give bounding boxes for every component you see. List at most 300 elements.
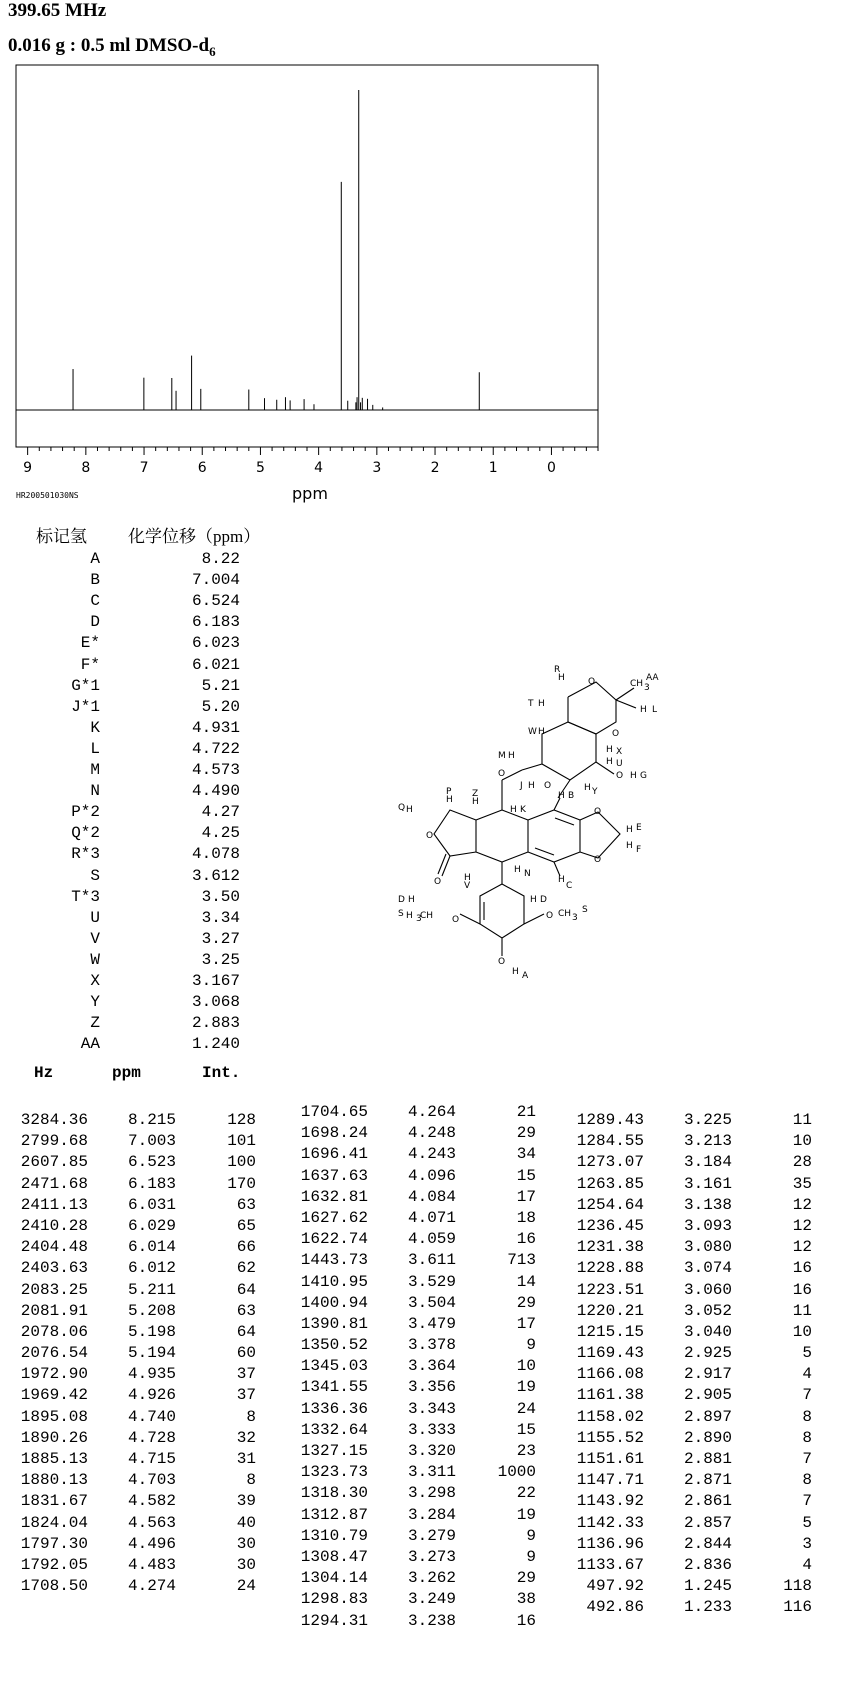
atom-h3-s1: H: [406, 911, 413, 921]
peak-row: [568, 1111, 816, 1132]
atom-o-g: O: [616, 771, 624, 781]
peak-row: [292, 1188, 540, 1209]
peak-int: 62: [236, 1259, 256, 1278]
peak-ppm: 4.059: [407, 1230, 456, 1249]
sub3-aa: 3: [644, 683, 650, 693]
peak-hz: 1161.38: [576, 1386, 644, 1405]
peak-row: [292, 1167, 540, 1188]
assignment-shift: 5.20: [201, 697, 240, 716]
peak-ppm: 3.364: [407, 1357, 456, 1376]
peak-ppm: 6.523: [127, 1153, 176, 1172]
peak-row: [12, 1577, 260, 1598]
label-x: X: [616, 747, 623, 757]
peak-ppm: 3.333: [407, 1420, 456, 1439]
label-p: P: [446, 787, 452, 797]
peak-hz: 1136.96: [576, 1534, 644, 1553]
x-tick-label: 6: [197, 460, 207, 476]
peak-int: 7: [802, 1450, 812, 1468]
peak-row: [292, 1103, 540, 1124]
peak-int: 8: [802, 1428, 812, 1447]
peak-int: 12: [792, 1216, 812, 1235]
peak-hz: 1273.07: [576, 1153, 644, 1172]
sample-subscript: 6: [209, 43, 216, 59]
peak-int: 4: [802, 1365, 812, 1384]
peak-row: [292, 1463, 540, 1484]
peak-hz: 1308.47: [300, 1547, 368, 1566]
assignment-label: X: [90, 972, 100, 990]
peak-row: [292, 1484, 540, 1505]
peak-ppm: 3.040: [683, 1322, 732, 1341]
peak-ppm: 3.311: [407, 1463, 456, 1482]
peak-ppm: 2.925: [683, 1344, 732, 1363]
atom-h-j: H: [528, 781, 535, 791]
peak-hz: 1228.88: [576, 1259, 644, 1278]
peak-int: 8: [802, 1471, 812, 1490]
assignment-label: C: [90, 592, 100, 611]
peak-hz: 1231.38: [576, 1238, 644, 1257]
peak-hz: 1350.52: [300, 1336, 368, 1355]
peak-ppm: 4.071: [407, 1208, 456, 1227]
peak-list-column-3: [568, 1111, 816, 1620]
atom-c-s1: CH: [420, 911, 434, 921]
label-z: Z: [472, 789, 479, 799]
assignment-label: B: [90, 571, 100, 590]
peak-ppm: 4.483: [127, 1555, 176, 1574]
atom-h-d2: H: [530, 895, 537, 905]
assignment-label: L: [90, 739, 100, 758]
peak-hz: 1637.63: [300, 1166, 368, 1185]
peak-row: [12, 1492, 260, 1513]
label-s1: S: [398, 909, 404, 919]
label-w: W: [528, 727, 537, 737]
peak-int: 19: [516, 1378, 536, 1397]
assignment-row: [30, 592, 240, 613]
peak-ppm: 3.060: [683, 1280, 732, 1299]
peak-row: [292, 1251, 540, 1272]
peak-int: 17: [516, 1187, 536, 1206]
assignment-row: [30, 993, 240, 1014]
label-q: Q: [398, 803, 406, 813]
peak-ppm: 4.926: [127, 1386, 176, 1405]
peak-int: 11: [792, 1111, 812, 1129]
label-k: K: [520, 805, 526, 815]
assignment-row: [30, 740, 240, 761]
x-tick-label: 3: [372, 460, 382, 476]
assignment-row: [30, 867, 240, 888]
assignment-label: P*2: [71, 803, 100, 822]
assignment-shift: 4.722: [191, 739, 240, 758]
peak-row: [568, 1386, 816, 1407]
peak-hz: 1831.67: [20, 1492, 88, 1511]
x-tick-label: 2: [430, 460, 440, 476]
peak-row: [12, 1471, 260, 1492]
peak-row: [568, 1259, 816, 1280]
atom-h-m: H: [508, 751, 515, 761]
label-j: J: [520, 781, 523, 791]
peak-hz: 1284.55: [576, 1132, 644, 1151]
peak-ppm: 3.138: [683, 1195, 732, 1214]
peak-row: [12, 1344, 260, 1365]
assignment-label: F*: [80, 655, 100, 674]
peak-ppm: 4.703: [127, 1471, 176, 1490]
peak-ppm: 5.198: [127, 1322, 176, 1341]
peak-ppm: 2.836: [683, 1555, 732, 1574]
peak-hz: 1223.51: [576, 1280, 644, 1299]
peak-ppm: 4.715: [127, 1450, 176, 1468]
peak-hz: 1345.03: [300, 1357, 368, 1376]
peak-hz: 1318.30: [300, 1484, 368, 1503]
peak-hz: 3284.36: [20, 1111, 88, 1129]
atom-h-b: H: [558, 791, 565, 801]
peak-header-int: Int.: [202, 1064, 241, 1082]
peak-int: 65: [236, 1216, 256, 1235]
peak-row: [12, 1323, 260, 1344]
peak-ppm: 3.238: [407, 1611, 456, 1630]
peak-int: 30: [236, 1555, 256, 1574]
peak-int: 713: [507, 1251, 536, 1270]
peak-row: [292, 1590, 540, 1611]
assignment-label: E*: [80, 634, 100, 653]
peak-hz: 1133.67: [576, 1555, 644, 1574]
peak-ppm: 4.563: [127, 1513, 176, 1532]
atom-h-a: H: [512, 967, 519, 977]
peak-row: [292, 1506, 540, 1527]
peak-int: 60: [236, 1344, 256, 1363]
assignment-row: [30, 613, 240, 634]
peak-ppm: 3.161: [683, 1174, 732, 1193]
assignment-row: [30, 824, 240, 845]
peak-int: 14: [516, 1272, 536, 1291]
assignment-header-label: 标记氢: [36, 527, 87, 546]
peak-ppm: 3.249: [407, 1590, 456, 1609]
structure-bonds: [434, 682, 636, 956]
label-r: R: [554, 665, 561, 675]
peak-ppm: 4.243: [407, 1145, 456, 1164]
peak-int: 16: [792, 1280, 812, 1299]
peak-int: 170: [227, 1174, 256, 1193]
peak-row: [12, 1175, 260, 1196]
peak-hz: 2404.48: [20, 1238, 88, 1257]
peak-int: 118: [783, 1577, 812, 1596]
peak-ppm: 2.871: [683, 1471, 732, 1490]
assignment-row: [30, 1014, 240, 1035]
atom-o-ome2: O: [546, 911, 554, 921]
peak-row: [292, 1569, 540, 1590]
assignment-row: [30, 845, 240, 866]
peak-hz: 1895.08: [20, 1407, 88, 1426]
peak-row: [12, 1302, 260, 1323]
atom-h-y: H: [584, 783, 591, 793]
peak-row: [568, 1175, 816, 1196]
peak-series: [73, 90, 479, 410]
peak-row: [12, 1556, 260, 1577]
peak-ppm: 1.233: [683, 1598, 732, 1617]
peak-hz: 1151.61: [576, 1450, 644, 1468]
peak-ppm: 4.728: [127, 1428, 176, 1447]
peak-ppm: 3.074: [683, 1259, 732, 1278]
sample-description: [8, 35, 216, 60]
assignment-shift: 3.167: [191, 972, 240, 990]
atom-h-e: H: [626, 825, 633, 835]
peak-int: 39: [236, 1492, 256, 1511]
peak-hz: 1797.30: [20, 1534, 88, 1553]
label-c: C: [566, 881, 573, 891]
peak-row: [292, 1294, 540, 1315]
peak-ppm: 3.262: [407, 1569, 456, 1588]
peak-row: [12, 1514, 260, 1535]
peak-int: 37: [236, 1386, 256, 1405]
assignment-shift: 7.004: [191, 571, 240, 590]
atom-o-j: O: [544, 781, 552, 791]
atom-o-md2: O: [594, 855, 602, 865]
peak-ppm: 7.003: [127, 1132, 176, 1151]
assignment-shift: 8.22: [201, 550, 240, 568]
peak-ppm: 4.740: [127, 1407, 176, 1426]
molecular-structure: [398, 622, 678, 1002]
peak-int: 29: [516, 1569, 536, 1588]
assignment-label: Y: [90, 993, 100, 1012]
atom-h-c: H: [558, 875, 565, 885]
assignment-row: [30, 930, 240, 951]
assignment-shift: 6.524: [191, 592, 240, 611]
peak-int: 101: [227, 1132, 256, 1151]
assignment-row: [30, 677, 240, 698]
peak-int: 8: [802, 1407, 812, 1426]
peak-row: [292, 1527, 540, 1548]
peak-int: 10: [516, 1357, 536, 1376]
peak-hz: 1263.85: [576, 1174, 644, 1193]
assignment-shift: 5.21: [201, 676, 240, 695]
peak-ppm: 3.378: [407, 1336, 456, 1355]
peak-hz: 1410.95: [300, 1272, 368, 1291]
peak-row: [12, 1535, 260, 1556]
assignment-label: T*3: [71, 887, 100, 906]
nmr-spectrum-chart: [0, 60, 600, 480]
peak-row: [568, 1196, 816, 1217]
assignment-row: [30, 951, 240, 972]
peak-int: 7: [802, 1492, 812, 1511]
peak-int: 22: [516, 1484, 536, 1503]
assignment-row: [30, 634, 240, 655]
assignment-shift: 4.078: [191, 845, 240, 864]
peak-hz: 1310.79: [300, 1526, 368, 1545]
assignment-shift: 3.612: [191, 866, 240, 885]
peak-row: [292, 1124, 540, 1145]
peak-hz: 1622.74: [300, 1230, 368, 1249]
assignment-row: [30, 909, 240, 930]
label-u: U: [616, 759, 623, 769]
peak-ppm: 3.298: [407, 1484, 456, 1503]
peak-ppm: 4.248: [407, 1124, 456, 1143]
peak-hz: 1792.05: [20, 1555, 88, 1574]
peak-row: [568, 1577, 816, 1598]
peak-row: [292, 1378, 540, 1399]
peak-ppm: 5.194: [127, 1344, 176, 1363]
peak-hz: 1327.15: [300, 1442, 368, 1460]
peak-row: [568, 1492, 816, 1513]
assignment-shift: 6.023: [191, 634, 240, 653]
peak-ppm: 3.284: [407, 1505, 456, 1524]
x-tick-label: 0: [546, 460, 556, 476]
peak-row: [568, 1323, 816, 1344]
peak-ppm: 8.215: [127, 1111, 176, 1129]
peak-int: 37: [236, 1365, 256, 1384]
peak-ppm: 3.529: [407, 1272, 456, 1291]
peak-hz: 1169.43: [576, 1344, 644, 1363]
assignment-shift: 4.25: [201, 824, 240, 843]
peak-ppm: 2.897: [683, 1407, 732, 1426]
assignment-row: [30, 719, 240, 740]
assignment-label: U: [90, 908, 100, 927]
peak-row: [12, 1259, 260, 1280]
peak-hz: 1215.15: [576, 1322, 644, 1341]
spectrometer-frequency: 399.65 MHz: [8, 0, 107, 21]
peak-int: 21: [516, 1103, 536, 1121]
assignment-label: D: [90, 613, 100, 632]
atom-h-n: H: [514, 865, 521, 875]
peak-ppm: 3.504: [407, 1293, 456, 1312]
label-l: L: [652, 705, 658, 715]
peak-header-hz: Hz: [34, 1064, 54, 1082]
assignment-shift: 4.573: [191, 761, 240, 779]
peak-int: 29: [516, 1293, 536, 1312]
assignment-label: Z: [90, 1014, 100, 1033]
assignment-row: [30, 782, 240, 803]
peak-ppm: 2.881: [683, 1450, 732, 1468]
peak-row: [568, 1238, 816, 1259]
peak-row: [12, 1281, 260, 1302]
atom-h-r: H: [558, 673, 565, 683]
peak-hz: 2410.28: [20, 1216, 88, 1235]
peak-row: [12, 1386, 260, 1407]
assignment-label: K: [90, 718, 100, 737]
assignment-label: Q*2: [71, 824, 100, 843]
peak-hz: 1824.04: [20, 1513, 88, 1532]
peak-hz: 2471.68: [20, 1174, 88, 1193]
atom-ch3-aa: CH: [630, 679, 644, 689]
peak-ppm: 3.080: [683, 1238, 732, 1257]
peak-int: 9: [526, 1336, 536, 1355]
atom-h-g: H: [630, 771, 637, 781]
peak-int: 38: [516, 1590, 536, 1609]
assignment-shift: 4.27: [201, 803, 240, 822]
x-tick-label: 8: [81, 460, 91, 476]
peak-ppm: 5.208: [127, 1301, 176, 1320]
label-d1: D: [398, 895, 405, 905]
peak-hz: 497.92: [586, 1577, 644, 1596]
peak-int: 5: [802, 1513, 812, 1532]
assignment-label: R*3: [71, 845, 100, 864]
peak-ppm: 2.917: [683, 1365, 732, 1384]
peak-int: 7: [802, 1386, 812, 1405]
peak-row: [568, 1598, 816, 1619]
atom-ch3-s2: CH: [558, 909, 572, 919]
peak-hz: 1704.65: [300, 1103, 368, 1121]
peak-ppm: 4.582: [127, 1492, 176, 1511]
x-axis-label: ppm: [292, 484, 328, 503]
atom-h-p: H: [446, 795, 453, 805]
peak-ppm: 4.935: [127, 1365, 176, 1384]
peak-int: 66: [236, 1238, 256, 1257]
atom-o-carbonyl: O: [434, 877, 442, 887]
sub3-s1: 3: [416, 914, 422, 924]
peak-int: 16: [516, 1611, 536, 1630]
assignment-label: W: [90, 950, 100, 969]
peak-hz: 2411.13: [20, 1195, 88, 1214]
peak-int: 40: [236, 1513, 256, 1532]
atom-h-x: H: [606, 745, 613, 755]
peak-row: [292, 1315, 540, 1336]
peak-hz: 2799.68: [20, 1132, 88, 1151]
peak-int: 31: [236, 1450, 256, 1468]
peak-hz: 2078.06: [20, 1322, 88, 1341]
peak-hz: 1390.81: [300, 1314, 368, 1333]
peak-ppm: 3.343: [407, 1399, 456, 1418]
label-aa: AA: [646, 673, 659, 683]
assignment-row: [30, 698, 240, 719]
x-tick-label: 5: [255, 460, 265, 476]
assignment-label: M: [90, 761, 100, 779]
peak-hz: 1627.62: [300, 1208, 368, 1227]
peak-ppm: 2.857: [683, 1513, 732, 1532]
peak-hz: 1696.41: [300, 1145, 368, 1164]
peak-int: 34: [516, 1145, 536, 1164]
peak-row: [568, 1556, 816, 1577]
atom-h-k: H: [510, 805, 517, 815]
peak-hz: 1254.64: [576, 1195, 644, 1214]
peak-ppm: 6.029: [127, 1216, 176, 1235]
peak-row: [292, 1612, 540, 1633]
peak-row: [568, 1535, 816, 1556]
peak-int: 30: [236, 1534, 256, 1553]
atom-h-q: H: [406, 805, 413, 815]
sample-main: 0.016 g : 0.5 ml DMSO-d: [8, 35, 210, 56]
peak-hz: 1885.13: [20, 1450, 88, 1468]
peak-list-column-1: [12, 1111, 260, 1598]
assignment-label: S: [90, 866, 100, 885]
peak-row: [568, 1281, 816, 1302]
peak-row: [12, 1408, 260, 1429]
x-axis: [23, 447, 598, 476]
peak-int: 9: [526, 1547, 536, 1566]
assignment-shift: 3.27: [201, 929, 240, 948]
assignment-shift: 2.883: [191, 1014, 240, 1033]
label-d2: D: [540, 895, 547, 905]
peak-int: 28: [792, 1153, 812, 1172]
assignment-shift: 3.25: [201, 950, 240, 969]
assignment-label: J*1: [71, 697, 100, 716]
assignment-shift: 4.490: [191, 782, 240, 801]
peak-hz: 1341.55: [300, 1378, 368, 1397]
peak-header-ppm: ppm: [112, 1064, 141, 1082]
peak-row: [12, 1429, 260, 1450]
peak-ppm: 2.905: [683, 1386, 732, 1405]
peak-int: 100: [227, 1153, 256, 1172]
peak-int: 4: [802, 1555, 812, 1574]
peak-hz: 2607.85: [20, 1153, 88, 1172]
assignment-header-shift: 化学位移（ppm）: [128, 527, 261, 546]
peak-row: [568, 1217, 816, 1238]
x-tick-label: 7: [139, 460, 149, 476]
peak-hz: 1142.33: [576, 1513, 644, 1532]
atom-h-l: H: [640, 705, 647, 715]
assignment-shift: 3.50: [201, 887, 240, 906]
atom-o-a: O: [498, 957, 506, 967]
label-f: F: [636, 845, 642, 855]
peak-hz: 1304.14: [300, 1569, 368, 1588]
peak-ppm: 4.264: [407, 1103, 456, 1121]
assignment-row: [30, 571, 240, 592]
